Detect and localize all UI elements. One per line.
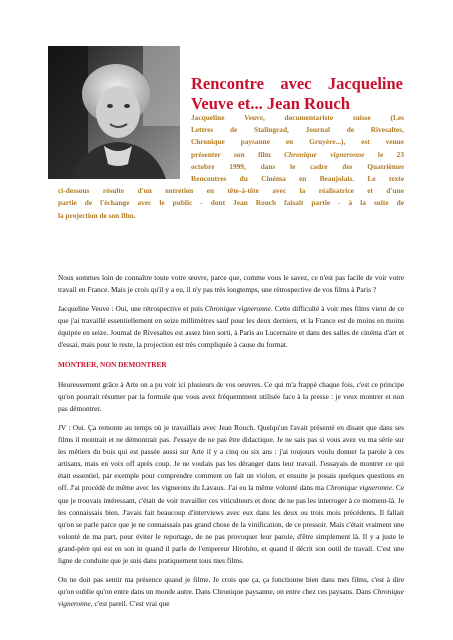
- intro-line: Jacqueline Veuve, documentariste suisse (Les: [191, 113, 404, 122]
- intro-line: [191, 149, 404, 161]
- intro-line: Chronique paysanne en Gruyère...), est venue: [191, 137, 404, 147]
- answer-paragraph: [58, 574, 404, 610]
- body-text: . Cette difficulté à voir mes films vient de ce que j'ai travaillé essentiellement en seize millimètres sauf pour les deux derniers, et la France est de moins en moins équipée en seize. Journal de Rivesaltes est assez bien sorti, à Paris au Lucernaire et dans des salles de cinéma d'art et d'essai, mais pour le reste, la projection est très compliquée à cause du format.: [58, 304, 404, 350]
- intro-line: octobre 1999, dans le cadre des Quatrièmes: [191, 161, 404, 171]
- article-body: [58, 272, 404, 617]
- film-title: Chronique vigneronne: [326, 483, 392, 493]
- section-heading: MONTRER, NON DEMONTRER: [58, 359, 167, 369]
- intro-line: ci-dessous résulte d'un entretien en tête-à-tête avec la réalisatrice et d'une: [58, 186, 404, 196]
- body-text: , c'est pareil. C'est vrai que: [90, 599, 170, 609]
- body-text: . Ce que je trouvais intéressant, c'était de voir travailler ces viticulteurs et donc de ne pas les interroger à ce moment-là. Je les connaissais bien. J'avais fait beaucoup d'interviews avec eux dans les deux ou trois mois précédents. Il fallait qu'on se parle parce que je ne connaissais pas grand chose de la vinification, de ce pressoir. Mais c'était vraiment une volonté de ma part, pour éviter le reportage, de ne pas provoquer leur parole, d'être simplement là. Il y a juste le grand-père qui est en son in quand il parle de l'empereur Hirohito, et quand il décrit son outil de travail. C'est une ligne de conduite que je suis dans pratiquement tous mes films.: [58, 483, 404, 565]
- answer-paragraph: [58, 422, 404, 567]
- intro-line: Rencontres du Cinéma en Beaujolais. Le texte: [191, 174, 404, 184]
- body-text: JV : Oui. Ça remonte au temps où je travaillais avec Jean Rouch. Quelqu'un l'avait présenté en disant que dans ses films il montrait et ne démontrait pas. J'essaye de ne pas être didactique. Je ne sais pas si vous avez vu ma série sur les métiers du bois qui est passée aussi sur Arte il y a cinq ou six ans : j'ai toujours voulu donner la parole à ces artisans, mais en voix off après coup. Je ne voulais pas les déranger dans leur travail. J'essayais de montrer ce qui était essentiel, par exemple pour comprendre comment on fait un violon, et ensuite je posais quelques questions en off. J'ai procédé de même avec les vignerons du Lavaux. J'ai eu la même volonté dans ma: [58, 422, 404, 493]
- body-text: On ne doit pas sentir ma présence quand je filme. Je crois que ça, ça fonctionne bien dans mes films, c'est à dire qu'on oublie qu'on entre dans un monde autre. Dans Chronique paysanne, on entre chez ces paysans. Dans: [58, 575, 404, 597]
- article-title-line1: Rencontre avec Jacqueline: [191, 74, 403, 93]
- intro-text: présenter son film: [191, 149, 285, 159]
- question-paragraph: Heureusement grâce à Arte on a pu voir ici plusieurs de vos oeuvres. Ce qui m'a frappé chaque fois, c'est ce principe qu'on pourrait résumer par la formule que vous avez fréquemment utilisée face à la presse : je veux montrer et non pas démontrer.: [58, 379, 404, 413]
- film-title: Chronique vigneronne: [204, 304, 271, 314]
- intro-line: la projection de son film.: [58, 210, 136, 220]
- intro-line: Lettres de Stalingrad, Journal de Rivesaltes,: [191, 125, 404, 135]
- body-text: Jacqueline Veuve : Oui, une rétrospective et puis: [58, 304, 205, 314]
- answer-paragraph: [58, 303, 404, 351]
- article-title: [191, 74, 403, 114]
- film-title: Chronique vigneronne: [58, 587, 404, 609]
- article-title-line2: Veuve et... Jean Rouch: [191, 94, 350, 113]
- intro-line: partie de l'échange avec le public - dont Jean Rouch faisait partie - à la suite de: [58, 198, 404, 208]
- question-paragraph: Nous sommes loin de connaître toute votre œuvre, parce que, comme vous le savez, ce n'est pas facile de voir votre travail en France. Mais je crois qu'il y a eu, il n'y pas très longtemps, une rétrospective de vos films à Paris ?: [58, 273, 404, 295]
- intro-paragraph: [58, 112, 404, 222]
- intro-text: le 23: [364, 149, 404, 159]
- film-title: Chronique vigneronne: [284, 149, 365, 159]
